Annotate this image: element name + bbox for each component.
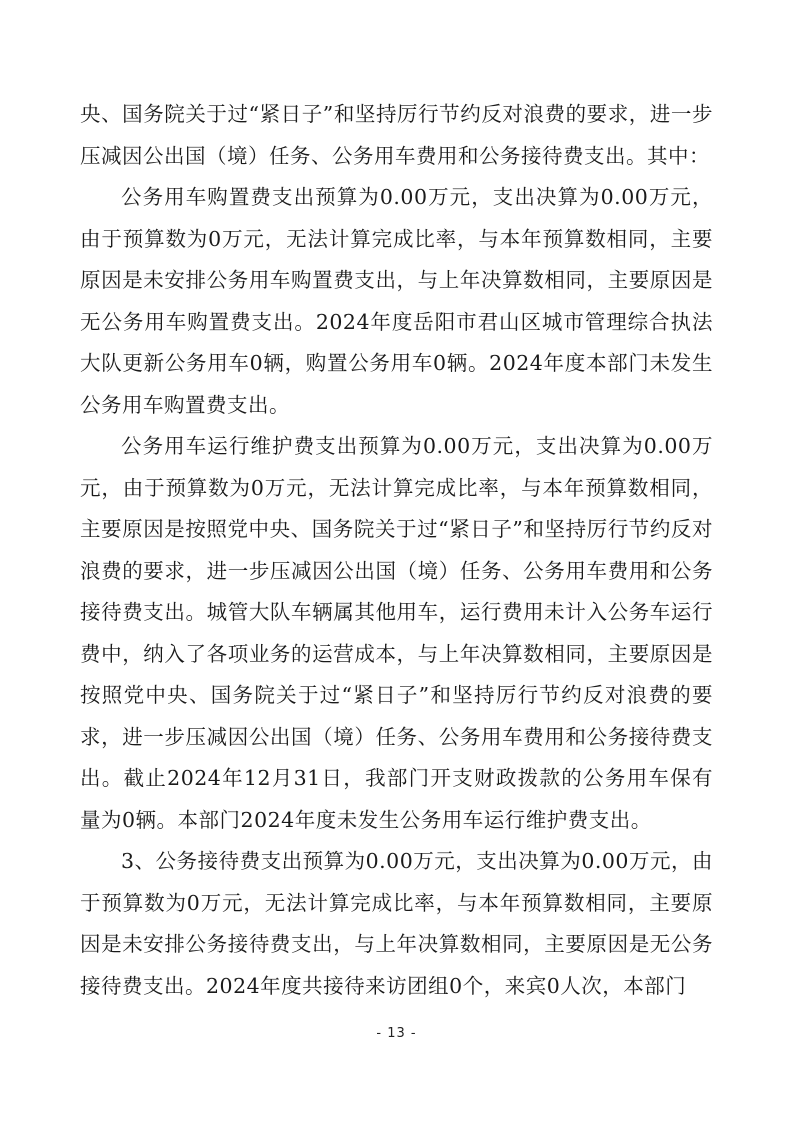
paragraph-vehicle-purchase: 公务用车购置费支出预算为0.00万元，支出决算为0.00万元，由于预算数为0万元，无法计算完成比率，与本年预算数相同，主要原因是未安排公务用车购置费支出，与上年决算数相同，主要原因是无公务用车购置费支出。2024年度岳阳市君山区城市管理综合执法大队更新公务用车0辆，购置公务用车0辆。2024年度本部门未发生公务用车购置费支出。 (80, 185, 713, 417)
paragraph-vehicle-maintenance: 公务用车运行维护费支出预算为0.00万元，支出决算为0.00万元，由于预算数为0万元，无法计算完成比率，与本年预算数相同，主要原因是按照党中央、国务院关于过“紧日子”和坚持厉行节约反对浪费的要求，进一步压减因公出国（境）任务、公务用车费用和公务接待费支出。城管大队车辆属其他用车，运行费用未计入公务车运行费中，纳入了各项业务的运营成本，与上年决算数相同，主要原因是按照党中央、国务院关于过“紧日子”和坚持厉行节约反对浪费的要求，进一步压减因公出国（境）任务、公务用车费用和公务接待费支出。截止2024年12月31日，我部门开支财政拨款的公务用车保有量为0辆。本部门2024年度未发生公务用车运行维护费支出。 (80, 434, 713, 832)
page-number: - 13 - (376, 1026, 417, 1041)
paragraph-reception: 3、公务接待费支出预算为0.00万元，支出决算为0.00万元，由于预算数为0万元，无法计算完成比率，与本年预算数相同，主要原因是未安排公务接待费支出，与上年决算数相同，主要原因是无公务接待费支出。2024年度共接待来访团组0个，来宾0人次，本部门 (80, 849, 713, 998)
document-body (80, 94, 713, 1007)
paragraph-continuation: 央、国务院关于过“紧日子”和坚持厉行节约反对浪费的要求，进一步压减因公出国（境）任务、公务用车费用和公务接待费支出。其中： (80, 102, 713, 168)
